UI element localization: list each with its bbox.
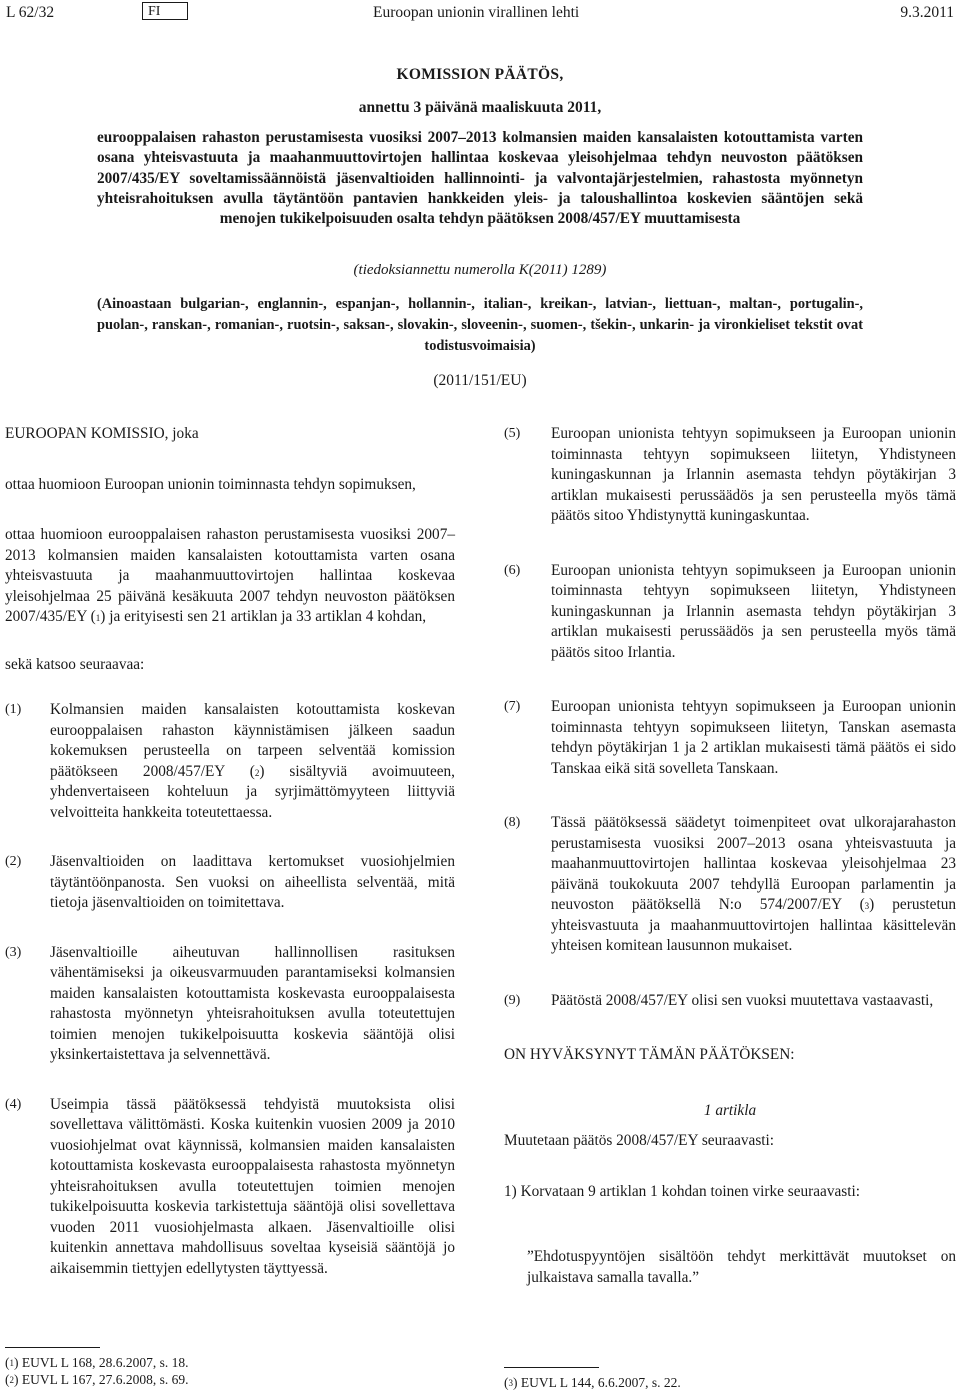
- footnote-2: ($^2$) EUVL L 167, 27.6.2008, s. 69.: [5, 1372, 189, 1387]
- recital-2: [5, 852, 455, 914]
- footnote-marker: 1: [9, 1358, 14, 1368]
- footnote-3: ($^3$) EUVL L 144, 6.6.2007, s. 22.: [504, 1375, 681, 1390]
- recital-text: Jäsenvaltioille aiheutuvan hallinnollisen rasituksen vähentämiseksi ja oikeusvarmuuden parantamiseksi kolmansien maiden kansalaisten kotouttamista koskevasta eurooppalaisesta rahastosta myönnetyn yhteisrahoituksen avulla toteutettujen toimien menojen tukikelpoisuutta koskevia sääntöjä olisi yksinkertaistettava ja selvennettävä.: [50, 943, 455, 1063]
- amendment-point-1: 1) Korvataan 9 artiklan 1 kohdan toinen virke seuraavasti:: [504, 1182, 860, 1200]
- recital-number: (6): [504, 562, 521, 578]
- recital-1: [5, 700, 455, 823]
- page-reference: L 62/32: [6, 4, 55, 21]
- right-column: [504, 424, 956, 1304]
- footnote-text: EUVL L 144, 6.6.2007, s. 22.: [520, 1375, 681, 1390]
- page-header: [6, 4, 954, 26]
- having-regard-text-a: ottaa huomioon eurooppalaisen rahaston perustamisesta vuosiksi 2007–2013 kolmansien maiden kansalaisten kotouttamista varten osana yhteisvastuuta ja maahanmuuttovirtojen hallintaa koskevaa yleisohjelmaa 25 päivänä kesäkuuta 2007 tehdyn neuvoston päätöksen 2007/435/EY (: [5, 526, 455, 625]
- recital-number: (4): [5, 1096, 22, 1112]
- recital-text: Euroopan unionista tehtyyn sopimukseen ja Euroopan unionin toiminnasta tehtyyn sopimukseen liitetyn, Yhdistyneen kuningaskunnan ja Irlannin asemasta tehdyn pöytäkirjan 3 artiklan mukaisesti perussäädös ja sen perusteella myös tämä päätös sitoo Irlantia.: [551, 561, 956, 661]
- recital-3: [5, 943, 455, 1066]
- recital-6: [504, 561, 956, 664]
- footnote-text: EUVL L 167, 27.6.2008, s. 69.: [21, 1372, 189, 1387]
- footnote-text: EUVL L 168, 28.6.2007, s. 18.: [21, 1355, 189, 1370]
- issue-date: 9.3.2011: [900, 4, 954, 21]
- footnotes-right: [504, 1374, 681, 1391]
- recital-text-a: Kolmansien maiden kansalaisten kotouttamista koskevan eurooppalaisen rahaston käynnistämisen jälkeen saadun kokemuksen perusteella on tarpeen selventää komission päätökseen 2008/457/EY (: [50, 701, 455, 780]
- recital-7: [504, 697, 956, 779]
- recital-text: Jäsenvaltioiden on laadittava kertomukset vuosiohjelmien täytäntöönpanosta. Sen vuoksi on aiheellista selventää, mitä tietoja jäsenvaltioiden on toimitettava.: [50, 853, 455, 911]
- notification-number: (tiedoksiannettu numerolla K(2011) 1289): [353, 262, 607, 278]
- footnote-ref[interactable]: 1: [95, 613, 101, 623]
- article-heading: 1 artikla: [703, 1101, 757, 1119]
- having-regard-text-b: ) ja erityisesti sen 21 artiklan ja 33 artiklan 4 kohdan,: [100, 608, 427, 625]
- footnote-marker: 3: [508, 1378, 513, 1388]
- recital-text-a: Tässä päätöksessä säädetyt toimenpiteet ovat ulkorajarahaston perustamisesta vuosiksi 2007–2013 osana yhteisvastuuta ja maahanmuuttovirtojen hallintaa koskevaa yleisohjelmaa 23 päivänä toukokuuta 2007 tehdyllä Euroopan parlamentin ja neuvoston päätöksellä N:o 574/2007/EY (: [551, 814, 956, 913]
- document-number: (2011/151/EU): [433, 372, 527, 389]
- recital-text-b: ) sisältyviä avoimuuteen, yhdenvertaiseen kohteluun ja syrjimättömyyteen liittyviä velvoitteita hankkeita toteutettaessa.: [50, 762, 456, 821]
- authentic-languages: (Ainoastaan bulgarian-, englannin-, espanjan-, hollannin-, italian-, kreikan-, latvian-, liettuan-, maltan-, portugalin-, puolan-, ranskan-, romanian-, ruotsin-, saksan-, slovakin-, sloveenin-, suomen-, tšekin-, unkarin- ja vironkieliset tekstit ovat todistusvoimaisia): [97, 296, 863, 354]
- recital-number: (3): [5, 944, 22, 960]
- decision-title: KOMISSION PÄÄTÖS,: [396, 66, 564, 83]
- recital-number: (1): [5, 702, 22, 717]
- recital-text: Euroopan unionista tehtyyn sopimukseen ja Euroopan unionin toiminnasta tehtyyn sopimukseen liitetyn, Yhdistyneen kuningaskunnan ja Irlannin asemasta tehdyn pöytäkirjan 3 artiklan mukaisesti perussäädös ja sen perusteella myös tämä päätös sitoo Yhdistynyttä kuningaskuntaa.: [551, 425, 956, 524]
- footnote-divider-left: [5, 1347, 100, 1348]
- footnotes-left: [5, 1354, 189, 1388]
- recital-number: (2): [5, 854, 22, 869]
- adoption-date: annettu 3 päivänä maaliskuuta 2011,: [358, 99, 602, 116]
- footnote-ref[interactable]: 2: [254, 767, 260, 778]
- enacting-formula: ON HYVÄKSYNYT TÄMÄN PÄÄTÖKSEN:: [504, 1046, 795, 1063]
- footnote-marker: 2: [9, 1375, 14, 1385]
- recital-number: (7): [504, 699, 521, 714]
- language-code-box: FI: [142, 2, 188, 20]
- recital-8: [504, 813, 956, 957]
- recital-5: [504, 424, 956, 527]
- recital-number: (9): [504, 992, 521, 1008]
- recital-number: (8): [504, 815, 521, 830]
- recital-number: (5): [504, 426, 521, 441]
- recital-text-b: ) perustetun yhteisvastuuta ja maahanmuuttovirtojen hallintaa käsittelevän yhteisen komitean lausunnon mukaiset.: [551, 896, 957, 954]
- recital-9: [504, 991, 956, 1012]
- having-regard-decision: [5, 525, 455, 628]
- recital-text: Euroopan unionista tehtyyn sopimukseen ja Euroopan unionin toiminnasta tehtyyn sopimukseen liitetyn, Tanskan asemasta tehdyn pöytäkirjan 1 ja 2 artiklan mukaisesti tämä päätös ei sido Tanskaa eikä sitä sovelleta Tanskaan.: [551, 698, 956, 777]
- whereas-intro: sekä katsoo seuraavaa:: [5, 655, 145, 673]
- recital-4: [5, 1095, 455, 1280]
- footnote-ref[interactable]: 3: [864, 901, 870, 911]
- having-regard-treaty: ottaa huomioon Euroopan unionin toiminnasta tehdyn sopimuksen,: [5, 475, 416, 493]
- left-column: [5, 424, 455, 1279]
- commission-intro: EUROOPAN KOMISSIO, joka: [5, 425, 199, 442]
- decision-subject: eurooppalaisen rahaston perustamisesta vuosiksi 2007–2013 kolmansien maiden kansalaisten kotouttamista varten osana yhteisvastuuta ja maahanmuuttovirtojen hallintaa koskevaa yleisohjelmaa tehdyn neuvoston päätöksen 2007/435/EY soveltamissäännöistä jäsenvaltioiden hallinnointi- ja valvontajärjestelmien, rahastosta myönnetyn yhteisrahoituksen avulla täytäntöön pantavien hankkeiden yleis- ja taloushallintoa koskevien sääntöjen sekä menojen tukikelpoisuuden osalta tehdyn päätöksen 2008/457/EY muuttamisesta: [97, 129, 863, 228]
- replacement-quote: ”Ehdotuspyyntöjen sisältöön tehdyt merkittävät muutokset on julkaistava samalla tavalla.”: [527, 1248, 956, 1286]
- recital-text: Useimpia tässä päätöksessä tehdyistä muutoksista olisi sovellettava välittömästi. Koska kuitenkin vuosien 2009 ja 2010 vuosiohjelmat ovat käynnissä, kolmansien maiden kansalaisten kotouttamista koskevasta eurooppalaisesta rahastosta myönnetyn yhteisrahoituksen avulla toteutettujen toimien menojen tukikelpoisuutta koskevia tarkistettuja sääntöjä olisi sovellettava vuoden 2011 vuosiohjelmasta alkaen. Jäsenvaltioille olisi kuitenkin annettava mahdollisuus soveltaa kyseisiä sääntöjä jo aikaisemmin tiettyjen edellytysten täyttyessä.: [50, 1095, 455, 1277]
- footnote-divider-right: [504, 1367, 599, 1368]
- amendment-intro: Muutetaan päätös 2008/457/EY seuraavasti:: [504, 1132, 775, 1149]
- footnote-1: ($^1$) EUVL L 168, 28.6.2007, s. 18.: [5, 1355, 189, 1370]
- journal-name: Euroopan unionin virallinen lehti: [373, 4, 580, 21]
- recital-text: Päätöstä 2008/457/EY olisi sen vuoksi muutettava vastaavasti,: [551, 991, 934, 1009]
